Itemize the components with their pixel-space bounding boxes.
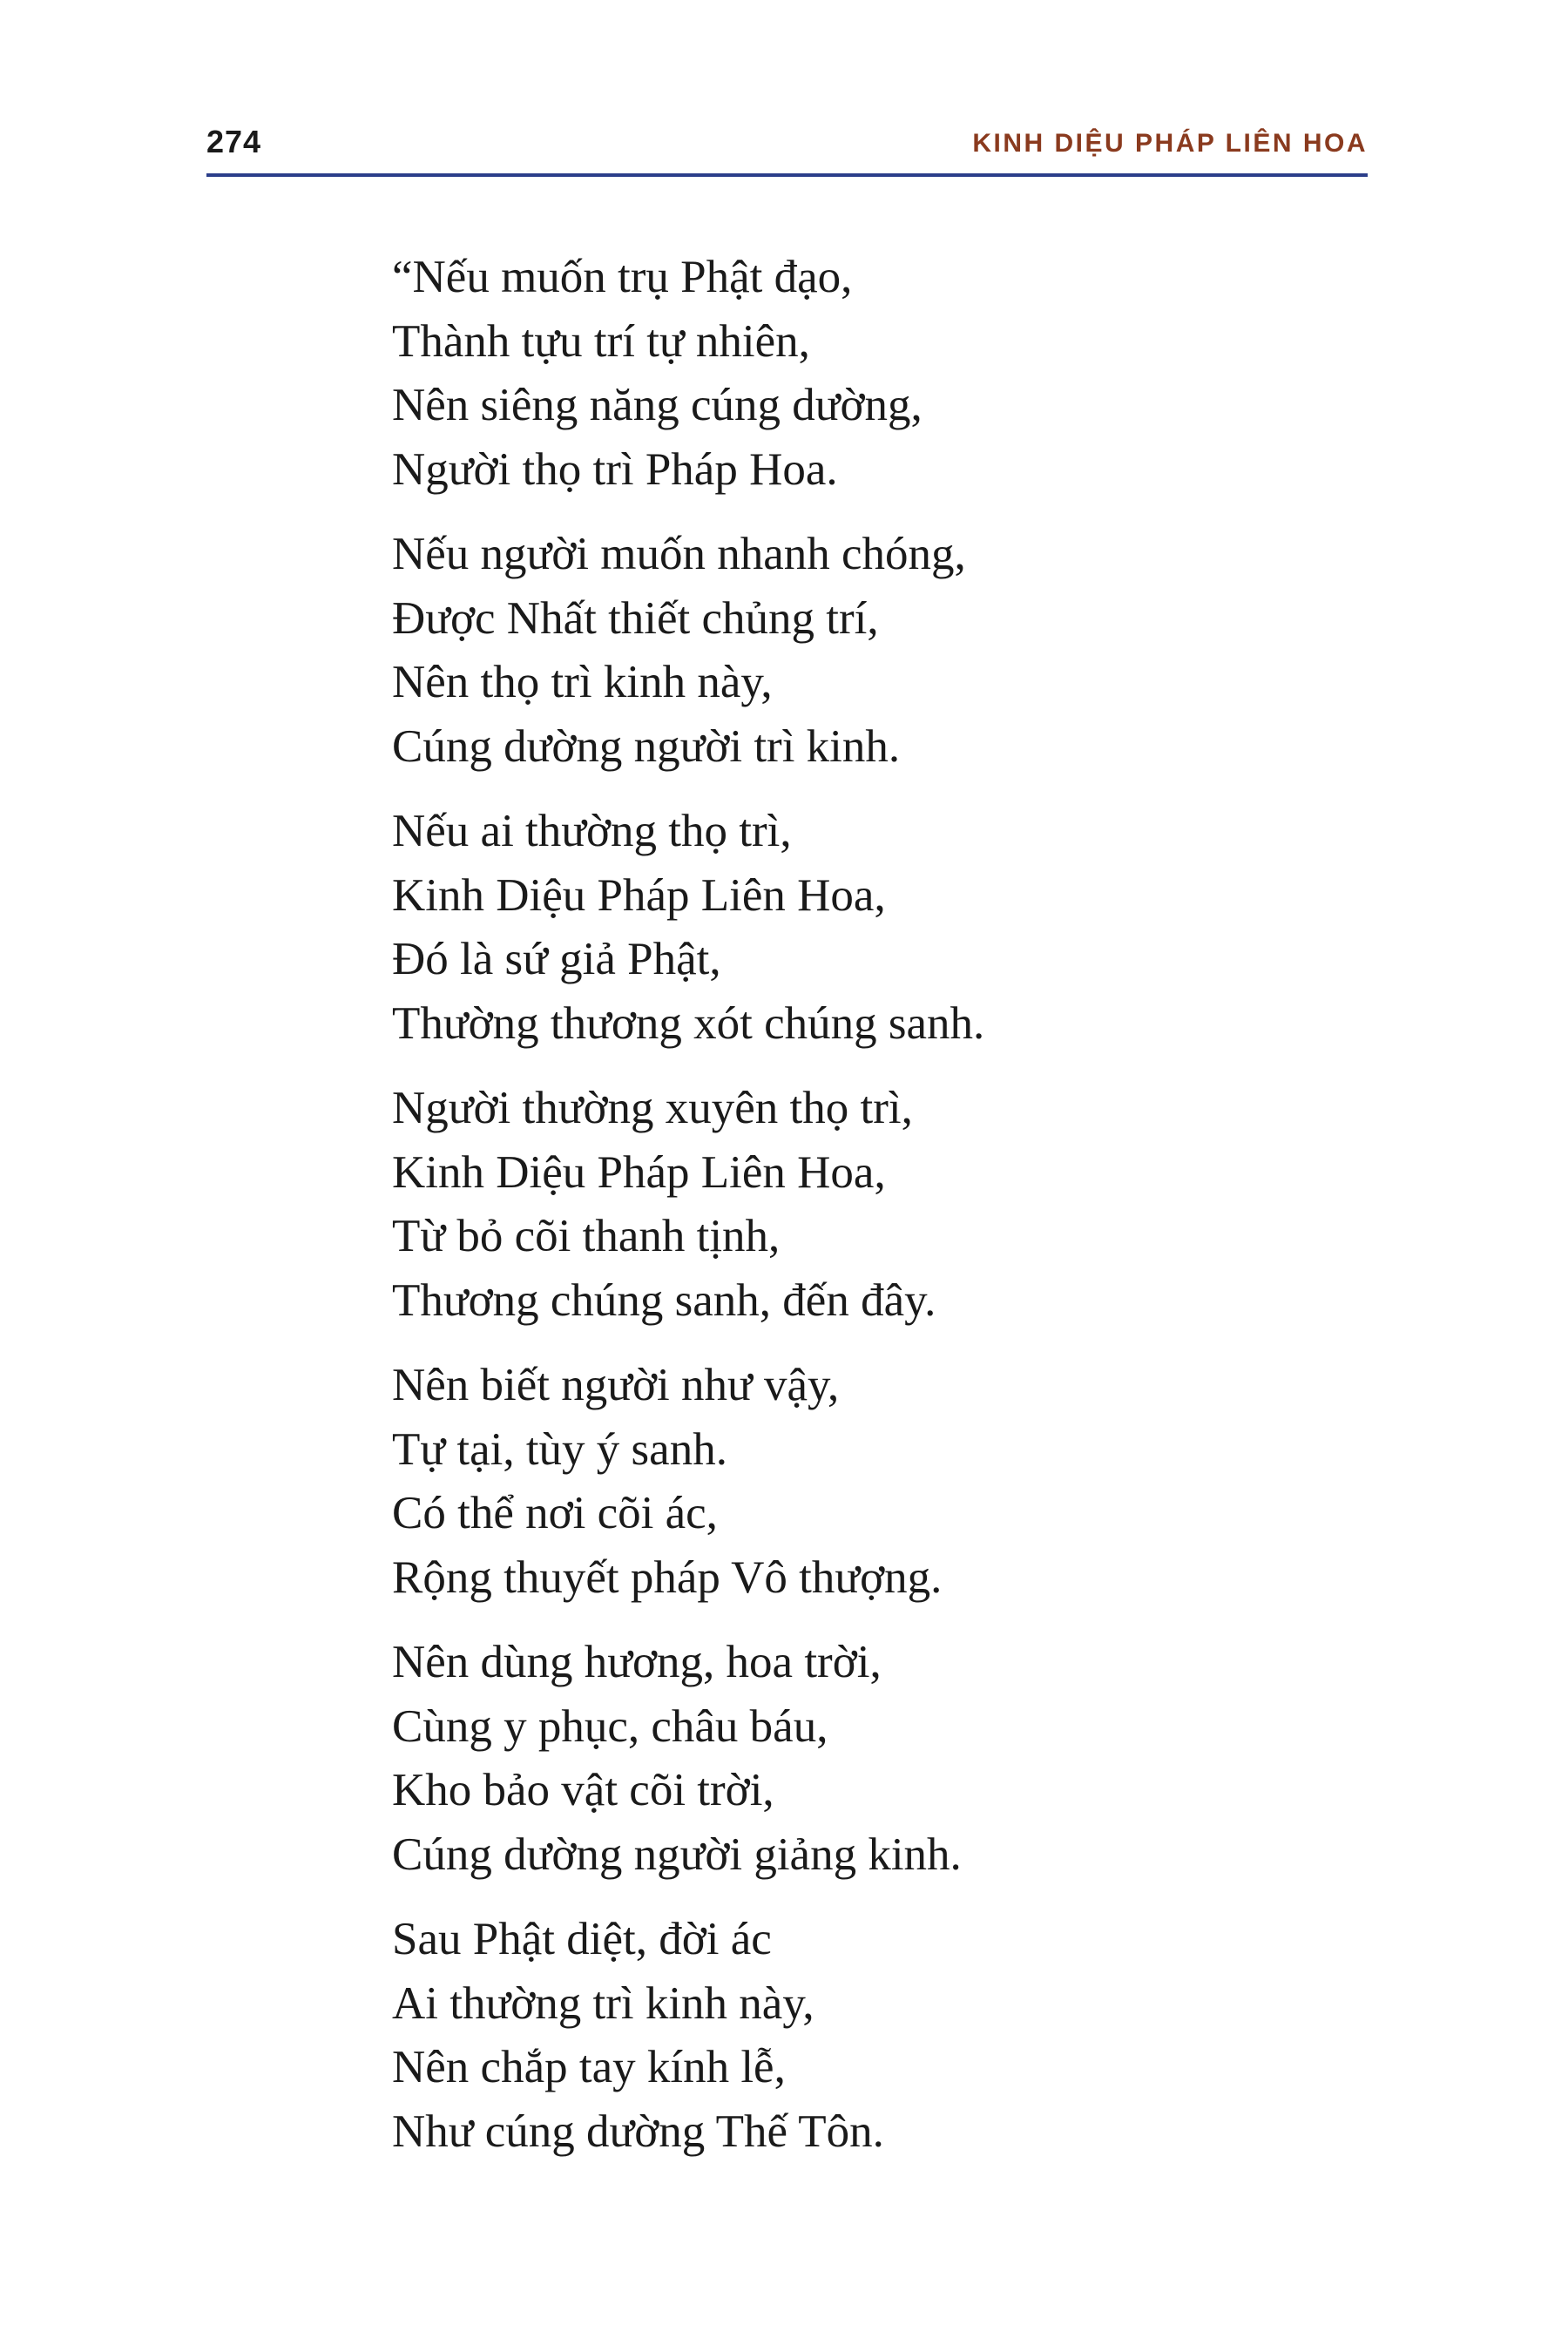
verse-line: Kinh Diệu Pháp Liên Hoa, [392, 869, 886, 921]
verse-line: “Nếu muốn trụ Phật đạo, [392, 252, 853, 302]
verse-line: Ai thường trì kinh này, [392, 1977, 814, 2029]
running-title: KINH DIỆU PHÁP LIÊN HOA [972, 129, 1368, 158]
verse-line: Nên biết người như vậy, [392, 1360, 840, 1410]
verse-line: Thường thương xót chúng sanh. [392, 997, 985, 1049]
stanza-6 [392, 1631, 1350, 1887]
verse-line: Cúng dường người trì kinh. [392, 720, 901, 772]
verse-line: Cùng y phục, châu báu, [392, 1700, 828, 1752]
verse-line: Nên dùng hương, hoa trời, [392, 1637, 882, 1687]
stanza-2 [392, 523, 1350, 779]
verse-line: Có thể nơi cõi ác, [392, 1488, 718, 1538]
verse-line: Sau Phật diệt, đời ác [392, 1914, 772, 1964]
verse-line: Nếu ai thường thọ trì, [392, 806, 792, 856]
verse-line: Kinh Diệu Pháp Liên Hoa, [392, 1146, 886, 1198]
stanza-7 [392, 1908, 1350, 2164]
stanza-5 [392, 1354, 1350, 1610]
verse-line: Cúng dường người giảng kinh. [392, 1828, 962, 1880]
verse-line: Kho bảo vật cõi trời, [392, 1765, 774, 1815]
verse-line: Như cúng dường Thế Tôn. [392, 2105, 884, 2157]
verse-line: Thương chúng sanh, đến đây. [392, 1274, 936, 1326]
page-number: 274 [206, 124, 262, 159]
verse-line: Nên thọ trì kinh này, [392, 657, 773, 707]
verse-line: Người thọ trì Pháp Hoa. [392, 443, 838, 495]
verse-line: Nếu người muốn nhanh chóng, [392, 529, 966, 579]
stanza-3 [392, 800, 1350, 1056]
verse-line: Nên chắp tay kính lễ, [392, 2042, 786, 2092]
header-rule [206, 173, 1368, 177]
stanza-4 [392, 1077, 1350, 1333]
verse-line: Đó là sứ giả Phật, [392, 934, 721, 984]
verse-line: Từ bỏ cõi thanh tịnh, [392, 1211, 781, 1261]
verse-line: Rộng thuyết pháp Vô thượng. [392, 1551, 943, 1603]
stanza-1 [392, 246, 1350, 502]
verse-line: Nên siêng năng cúng dường, [392, 380, 923, 430]
verse-line: Được Nhất thiết chủng trí, [392, 592, 879, 644]
verse-line: Thành tựu trí tự nhiên, [392, 315, 810, 367]
poem [392, 246, 1350, 2185]
verse-line: Người thường xuyên thọ trì, [392, 1083, 913, 1133]
verse-line: Tự tại, tùy ý sanh. [392, 1423, 727, 1475]
